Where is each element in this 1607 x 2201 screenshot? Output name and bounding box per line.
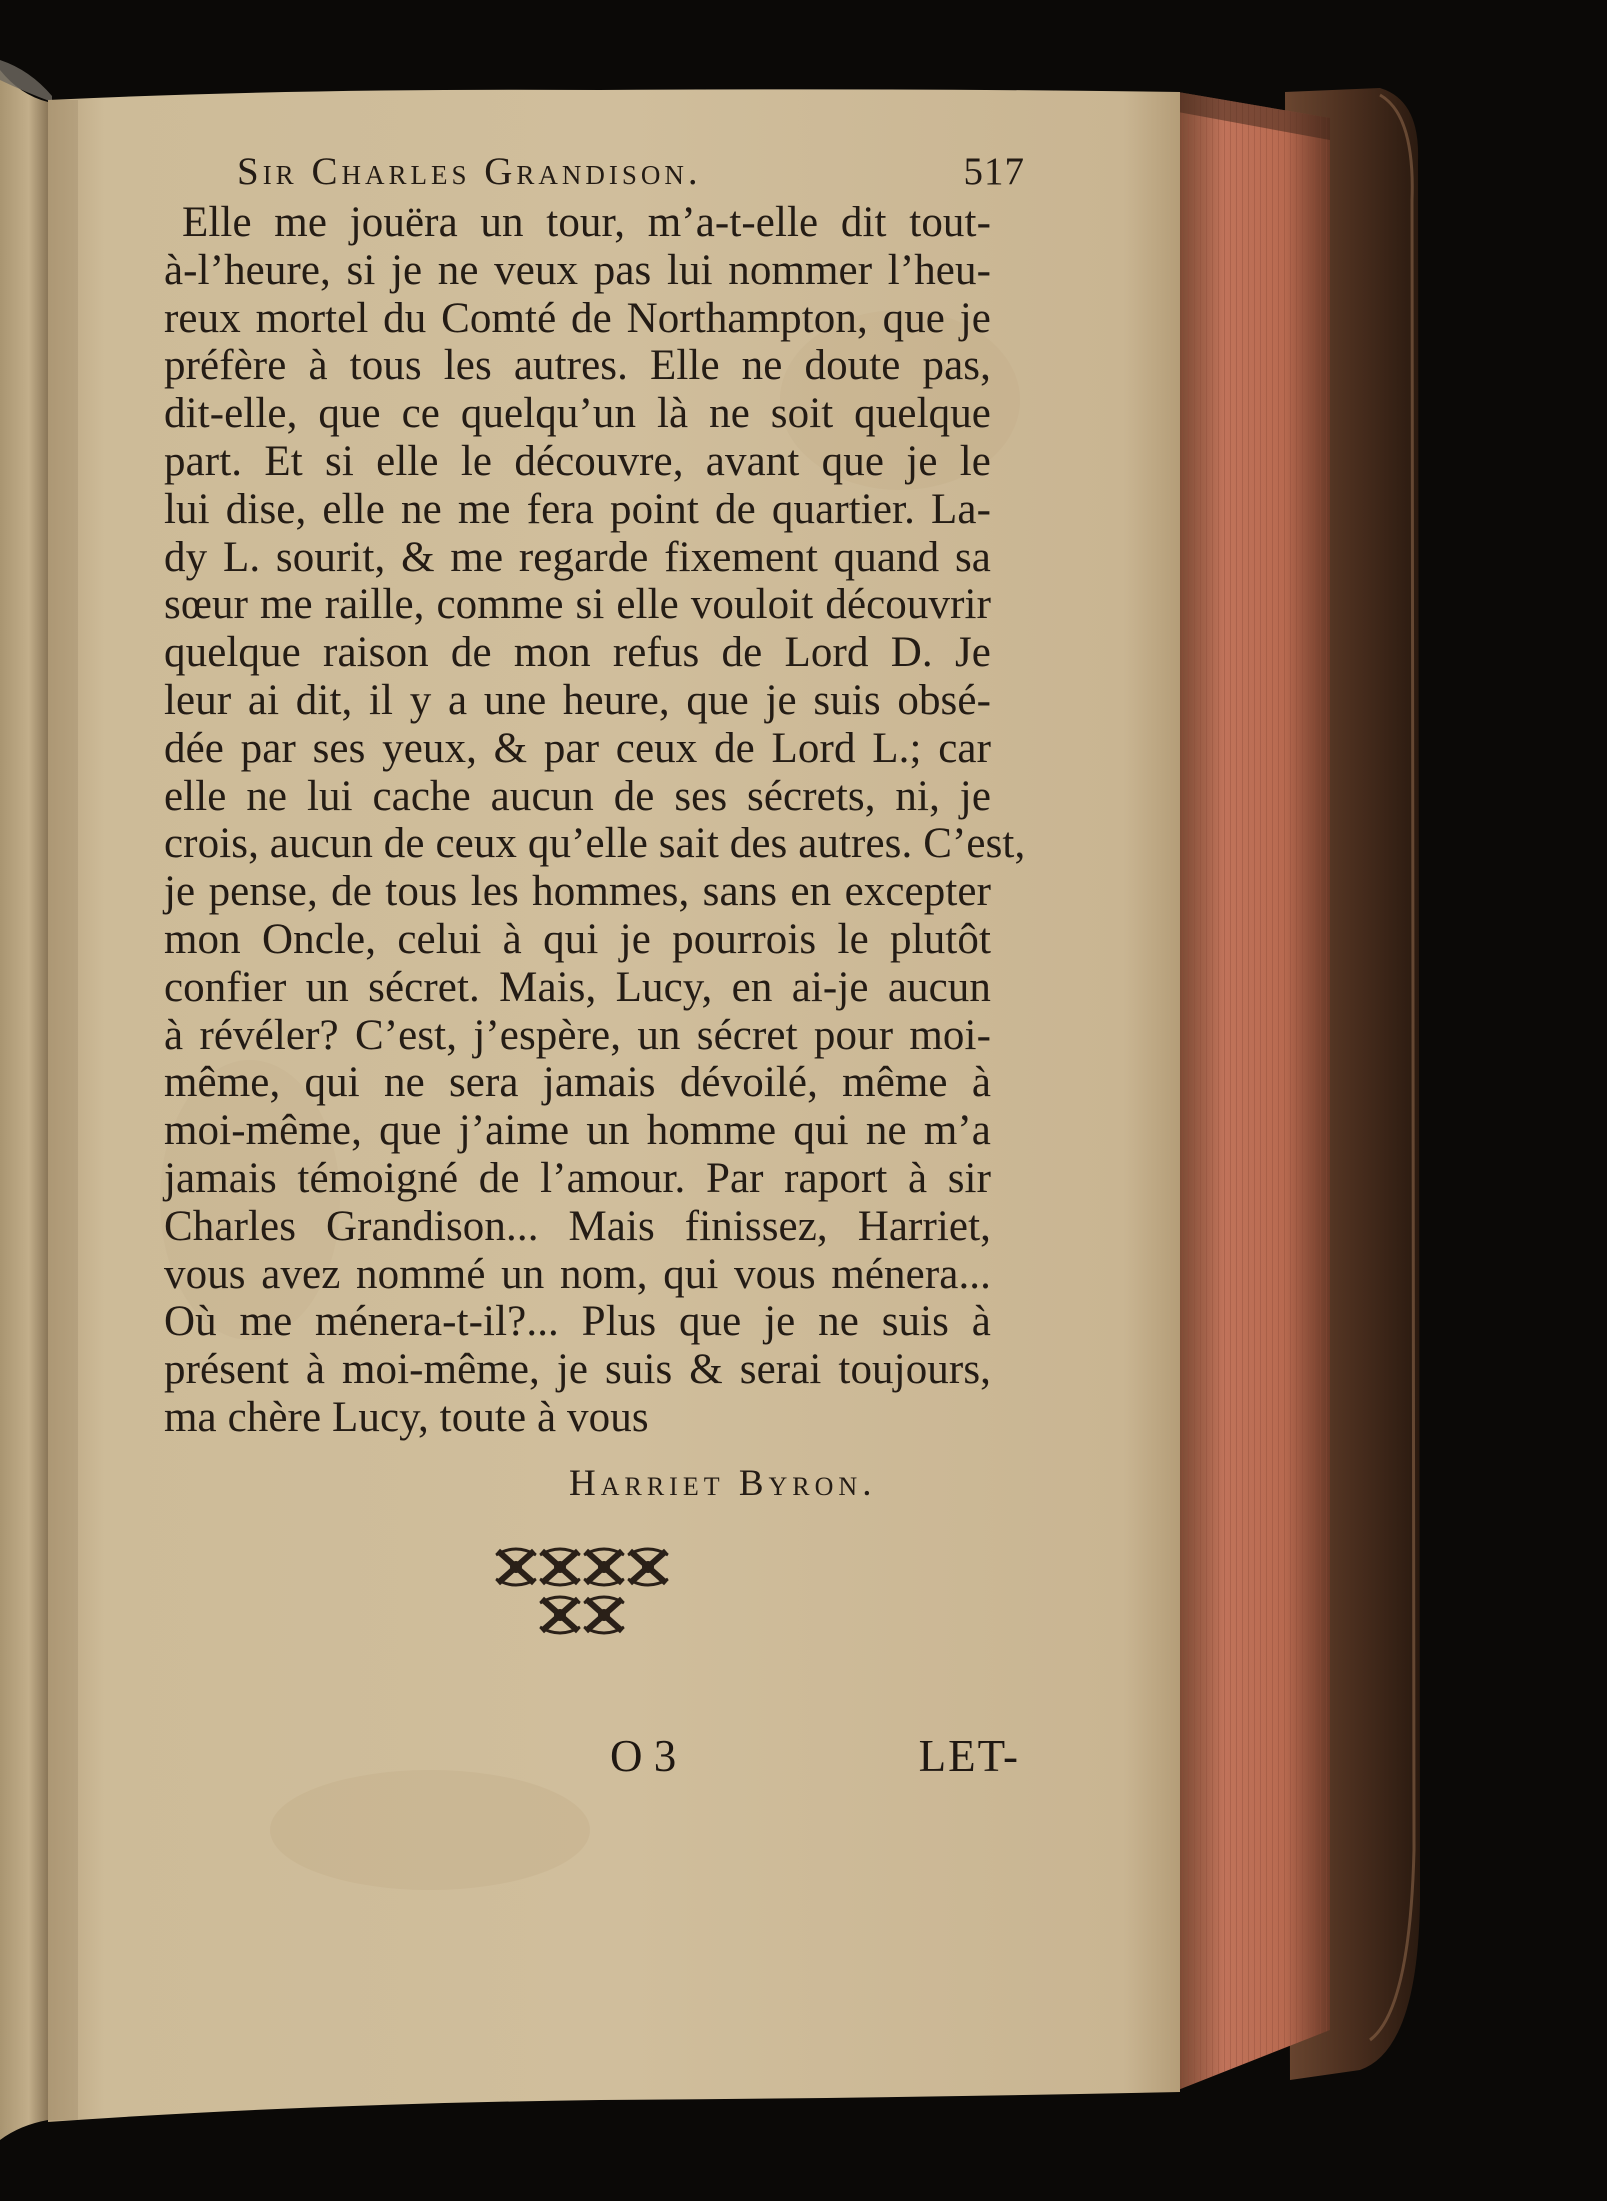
left-page-edge [0,70,48,2140]
page-footer [610,1728,1020,1784]
text-line: dée par ses yeux, & par ceux de Lord L.; car [164,724,991,772]
text-line: jamais témoigné de l’amour. Par raport à sir [164,1154,991,1202]
text-line: dy L. sourit, & me regarde fixement quand sa [164,533,991,581]
text-line: vous avez nommé un nom, qui vous ménera... [164,1250,991,1298]
text-line: mon Oncle, celui à qui je pourrois le plutôt [164,915,991,963]
text-line: elle ne lui cache aucun de ses sécrets, ni, je [164,772,991,820]
signature-mark: O 3 [610,1731,677,1781]
text-line: leur ai dit, il y a une heure, que je suis obsé- [164,676,991,724]
text-line: préfère à tous les autres. Elle ne doute pas, [164,342,991,390]
text-line: confier un sécret. Mais, Lucy, en ai-je aucun [164,963,991,1011]
text-line: part. Et si elle le découvre, avant que je le [164,437,991,485]
printers-ornament [488,1541,678,1641]
body-text [164,199,1026,1442]
text-line: Où me ménera-t-il?... Plus que je ne suis à [164,1298,991,1346]
text-block [112,147,1026,1508]
text-line: Elle me jouëra un tour, m’a-t-elle dit tout- [182,199,991,246]
letter-signature: Harriet Byron. [569,1462,877,1504]
text-line: quelque raison de mon refus de Lord D. Je [164,629,991,677]
text-line: à révéler? C’est, j’espère, un sécret pour moi- [164,1011,991,1059]
running-head [237,147,1025,197]
text-line: Charles Grandison... Mais finissez, Harriet, [164,1202,991,1250]
text-line: dit-elle, que ce quelqu’un là ne soit quelque [164,390,991,438]
text-line: lui dise, elle ne me fera point de quartier. La- [164,485,991,533]
text-line: à-l’heure, si je ne veux pas lui nommer l’heu- [164,246,991,294]
catchword: LET- [918,1731,1020,1781]
text-line: sœur me raille, comme si elle vouloit découvrir [164,581,991,629]
running-head-title: Sir Charles Grandison. [237,150,702,193]
text-line: crois, aucun de ceux qu’elle sait des autres. C’est, [164,820,1026,868]
text-line: je pense, de tous les hommes, sans en excepter [164,868,991,916]
text-line: présent à moi-même, je suis & serai toujours, [164,1346,991,1394]
text-line: reux mortel du Comté de Northampton, que je [164,294,991,342]
text-line: ma chère Lucy, toute à vous [164,1393,649,1441]
text-line: moi-même, que j’aime un homme qui ne m’a [164,1107,991,1155]
text-line: même, qui ne sera jamais dévoilé, même à [164,1059,991,1107]
page-number: 517 [963,150,1025,193]
